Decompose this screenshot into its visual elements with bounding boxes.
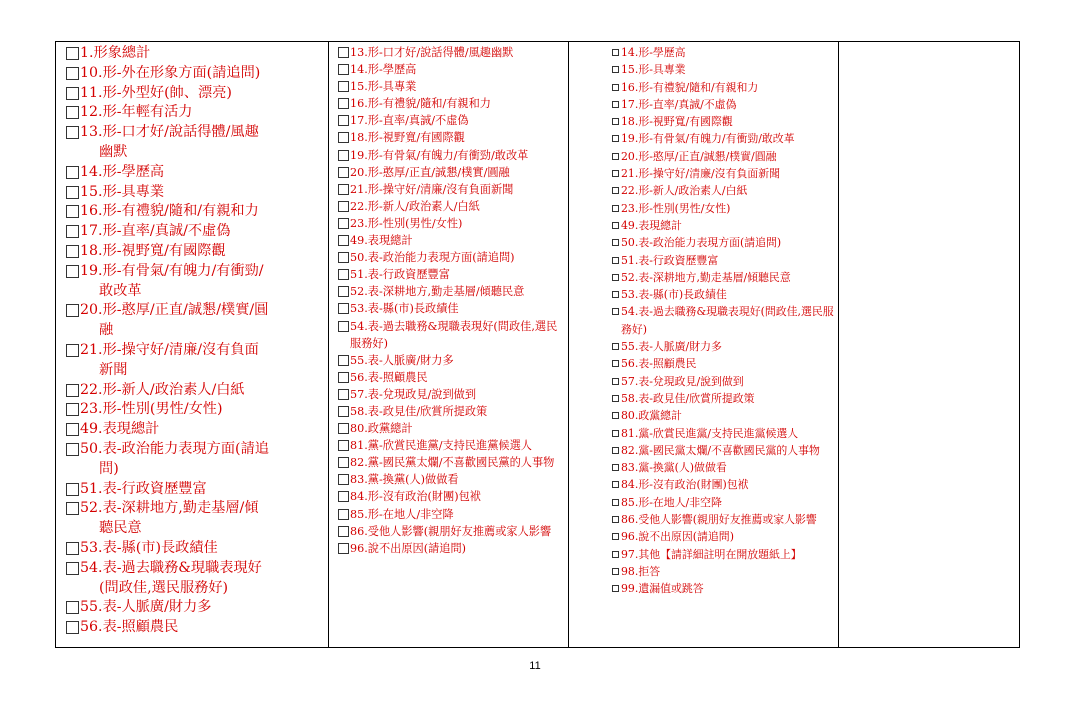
- option-label: 20.形-憨厚/正直/誠懇/樸實/圓融: [350, 165, 510, 179]
- checkbox-icon[interactable]: [612, 49, 619, 56]
- option-label: 15.形-具專業: [621, 63, 686, 77]
- option-item: [338, 215, 568, 232]
- answer-options-table: [55, 41, 1020, 648]
- option-label: 13.形-口才好/說話得體/風趣幽默: [350, 46, 514, 59]
- option-label: 81.黨-欣賞民進黨/支持民進黨候選人: [621, 426, 799, 440]
- option-label: 22.形-新人/政治素人/白紙: [350, 199, 480, 213]
- checkbox-icon[interactable]: [338, 115, 349, 126]
- option-item: [66, 84, 298, 104]
- option-item: [66, 222, 298, 242]
- option-item: [338, 454, 568, 471]
- option-label-continuation: 融: [99, 322, 114, 339]
- option-label: 14.形-學歷高: [80, 163, 165, 180]
- option-label-continuation: 新聞: [99, 361, 128, 378]
- option-label: 84.形-沒有政治(財團)包袱: [350, 490, 481, 504]
- option-label: 17.形-直率/真誠/不虛偽: [621, 97, 737, 111]
- checkbox-icon[interactable]: [338, 457, 349, 468]
- checkbox-icon[interactable]: [612, 308, 619, 315]
- option-item: [612, 494, 834, 511]
- option-item: [612, 459, 834, 476]
- option-item: [612, 200, 834, 217]
- option-label: 83.黨-換黨(人)做做看: [621, 461, 727, 475]
- option-item: [66, 618, 298, 638]
- checkbox-icon[interactable]: [338, 167, 349, 178]
- option-label: 15.形-具專業: [80, 183, 165, 200]
- option-label: 53.表-縣(市)長政績佳: [350, 302, 459, 316]
- option-label: 86.受他人影響(親朋好友推薦或家人影響: [621, 513, 817, 527]
- option-item: [612, 511, 834, 528]
- checkbox-icon[interactable]: [612, 187, 619, 194]
- option-item: [338, 540, 568, 557]
- checkbox-icon[interactable]: [338, 526, 349, 537]
- option-label: 23.形-性別(男性/女性): [350, 216, 463, 230]
- option-item: [338, 437, 568, 454]
- option-label: 83.黨-換黨(人)做做看: [350, 473, 459, 487]
- checkbox-icon[interactable]: [612, 274, 619, 281]
- checkbox-icon[interactable]: [612, 222, 619, 229]
- option-item: [338, 300, 568, 317]
- option-item: [338, 369, 568, 386]
- option-label: 53.表-縣(市)長政績佳: [80, 539, 218, 556]
- checkbox-icon[interactable]: [66, 562, 79, 575]
- option-label: 1.形象總計: [80, 45, 151, 61]
- option-label: 96.說不出原因(請追問): [621, 530, 734, 544]
- checkbox-icon[interactable]: [338, 252, 349, 263]
- option-item: [612, 528, 834, 545]
- option-label: 51.表-行政資歷豐富: [621, 253, 719, 267]
- checkbox-icon[interactable]: [66, 87, 79, 100]
- option-item: [338, 249, 568, 266]
- option-item: [66, 499, 298, 519]
- option-item: [338, 506, 568, 523]
- checkbox-icon[interactable]: [612, 378, 619, 385]
- checkbox-icon[interactable]: [612, 153, 619, 160]
- option-label: 80.政黨總計: [621, 409, 682, 423]
- column-divider: [568, 42, 569, 647]
- option-item: [612, 79, 834, 96]
- option-label: 55.表-人脈廣/財力多: [621, 340, 722, 354]
- checkbox-icon[interactable]: [66, 621, 79, 634]
- checkbox-icon[interactable]: [338, 372, 349, 383]
- option-label: 52.表-深耕地方,勤走基層/傾: [80, 500, 259, 517]
- checkbox-icon[interactable]: [338, 440, 349, 451]
- checkbox-icon[interactable]: [338, 474, 349, 485]
- option-label-continuation: 幽默: [99, 143, 128, 160]
- option-item: [612, 286, 834, 303]
- option-item: [612, 390, 834, 407]
- option-label: 57.表-兌現政見/說到做到: [350, 387, 477, 401]
- option-label: 97.其他【請詳細註明在開放題紙上】: [621, 547, 802, 561]
- checkbox-icon[interactable]: [66, 423, 79, 436]
- option-label: 51.表-行政資歷豐富: [350, 268, 450, 282]
- option-label: 86.受他人影響(親朋好友推薦或家人影響: [350, 524, 552, 538]
- option-label: 85.形-在地人/非空降: [621, 495, 722, 509]
- option-item: [612, 425, 834, 442]
- option-item: [612, 269, 834, 286]
- option-label: 49.表現總計: [80, 421, 160, 438]
- option-item: [338, 403, 568, 420]
- option-label: 49.表現總計: [621, 218, 682, 232]
- option-item: [66, 262, 298, 282]
- option-item: [612, 476, 834, 493]
- option-item: [612, 407, 834, 424]
- checkbox-icon[interactable]: [612, 205, 619, 212]
- checkbox-icon[interactable]: [612, 343, 619, 350]
- option-item: [612, 373, 834, 390]
- checkbox-icon[interactable]: [612, 257, 619, 264]
- checkbox-icon[interactable]: [612, 66, 619, 73]
- checkbox-icon[interactable]: [612, 135, 619, 142]
- option-item: [338, 78, 568, 95]
- option-item: [66, 183, 298, 203]
- option-label: 96.說不出原因(請追問): [350, 541, 467, 555]
- option-label: 52.表-深耕地方,勤走基層/傾聽民意: [621, 270, 791, 284]
- option-label: 50.表-政治能力表現方面(請追: [80, 440, 269, 457]
- checkbox-icon[interactable]: [66, 205, 79, 218]
- checkbox-icon[interactable]: [612, 551, 619, 558]
- checkbox-icon[interactable]: [338, 491, 349, 502]
- option-label: 20.形-憨厚/正直/誠懇/樸實/圓融: [621, 149, 777, 163]
- column-divider: [328, 42, 329, 647]
- option-item: [612, 252, 834, 269]
- option-label: 21.形-操守好/清廉/沒有負面新聞: [621, 167, 781, 181]
- option-label: 49.表現總計: [350, 234, 413, 248]
- option-item: [612, 130, 834, 147]
- checkbox-icon[interactable]: [338, 406, 349, 417]
- option-item: [612, 546, 834, 563]
- option-label: 20.形-憨厚/正直/誠懇/樸實/圓: [80, 302, 269, 319]
- checkbox-icon[interactable]: [612, 291, 619, 298]
- checkbox-icon[interactable]: [66, 443, 79, 456]
- checkbox-icon[interactable]: [66, 384, 79, 397]
- option-label: 19.形-有骨氣/有魄力/有衝勁/: [80, 262, 264, 279]
- checkbox-icon[interactable]: [612, 170, 619, 177]
- option-item: [66, 44, 298, 64]
- options-column-3: [612, 44, 834, 598]
- option-item: [66, 123, 298, 143]
- option-label: 52.表-深耕地方,勤走基層/傾聽民意: [350, 285, 525, 299]
- option-item: [66, 559, 298, 579]
- checkbox-icon[interactable]: [612, 412, 619, 419]
- checkbox-icon[interactable]: [338, 389, 349, 400]
- option-label: 23.形-性別(男性/女性): [621, 201, 731, 215]
- checkbox-icon[interactable]: [66, 542, 79, 555]
- option-label: 82.黨-國民黨太爛/不喜歡國民黨的人事物: [621, 443, 820, 457]
- option-label: 80.政黨總計: [350, 422, 413, 436]
- checkbox-icon[interactable]: [338, 201, 349, 212]
- option-label: 10.形-外在形象方面(請追問): [80, 64, 261, 81]
- option-item: [66, 341, 298, 361]
- checkbox-icon[interactable]: [612, 464, 619, 471]
- option-item: [338, 471, 568, 488]
- option-item: [612, 165, 834, 182]
- option-label-continuation: 聽民意: [99, 520, 142, 537]
- option-item: [612, 113, 834, 130]
- checkbox-icon[interactable]: [66, 225, 79, 238]
- option-label: 17.形-直率/真誠/不虛偽: [350, 114, 469, 128]
- column-divider: [838, 42, 839, 647]
- option-label: 13.形-口才好/說話得體/風趣: [80, 124, 259, 141]
- option-item: [338, 318, 568, 352]
- option-label: 57.表-兌現政見/說到做到: [621, 374, 744, 388]
- option-item: [612, 234, 834, 251]
- page-number: 11: [529, 660, 541, 672]
- option-label: 50.表-政治能力表現方面(請追問): [621, 236, 782, 250]
- options-column-1: [66, 44, 298, 638]
- option-item: [338, 112, 568, 129]
- checkbox-icon[interactable]: [66, 106, 79, 119]
- checkbox-icon[interactable]: [338, 543, 349, 554]
- option-label: 98.拒答: [621, 564, 661, 578]
- checkbox-icon[interactable]: [66, 47, 79, 60]
- option-item: [612, 442, 834, 459]
- option-label: 14.形-學歷高: [350, 63, 417, 77]
- checkbox-icon[interactable]: [338, 423, 349, 434]
- option-label: 19.形-有骨氣/有魄力/有衝勁/敢改革: [350, 148, 529, 162]
- checkbox-icon[interactable]: [66, 245, 79, 258]
- option-label: 54.表-過去職務&現職表現好(問政佳,選民服務好): [350, 319, 558, 350]
- option-item: [338, 523, 568, 540]
- option-item: [338, 181, 568, 198]
- checkbox-icon[interactable]: [338, 509, 349, 520]
- option-item: [612, 148, 834, 165]
- option-label: 56.表-照顧農民: [621, 357, 697, 371]
- checkbox-icon[interactable]: [66, 502, 79, 515]
- option-label: 18.形-視野寬/有國際觀: [350, 131, 465, 145]
- option-label: 56.表-照顧農民: [350, 370, 428, 384]
- option-item: [612, 355, 834, 372]
- option-item: [612, 303, 834, 338]
- option-label: 22.形-新人/政治素人/白紙: [80, 381, 245, 398]
- option-item: [338, 129, 568, 146]
- option-label: 14.形-學歷高: [621, 46, 686, 59]
- checkbox-icon[interactable]: [66, 126, 79, 139]
- option-label: 55.表-人脈廣/財力多: [350, 353, 454, 367]
- checkbox-icon[interactable]: [612, 239, 619, 246]
- checkbox-icon[interactable]: [612, 360, 619, 367]
- checkbox-icon[interactable]: [338, 98, 349, 109]
- option-item: [612, 44, 834, 61]
- checkbox-icon[interactable]: [612, 499, 619, 506]
- option-label-continuation: (問政佳,選民服務好): [99, 579, 229, 596]
- option-label: 51.表-行政資歷豐富: [80, 480, 207, 497]
- option-item: [338, 147, 568, 164]
- option-item: [612, 182, 834, 199]
- option-item: [338, 164, 568, 181]
- option-item: [338, 352, 568, 369]
- option-item: [338, 420, 568, 437]
- checkbox-icon[interactable]: [338, 235, 349, 246]
- checkbox-icon[interactable]: [612, 481, 619, 488]
- options-column-2: [338, 44, 568, 557]
- checkbox-icon[interactable]: [66, 186, 79, 199]
- option-label-continuation: 問): [99, 460, 119, 477]
- option-label: 81.黨-欣賞民進黨/支持民進黨候選人: [350, 439, 532, 453]
- option-item: [612, 61, 834, 78]
- option-label: 12.形-年輕有活力: [80, 104, 193, 121]
- option-label: 16.形-有禮貌/隨和/有親和力: [350, 97, 491, 111]
- option-label: 85.形-在地人/非空降: [350, 507, 454, 521]
- option-item: [66, 103, 298, 123]
- option-label: 21.形-操守好/清廉/沒有負面: [80, 341, 259, 358]
- option-item: [66, 381, 298, 401]
- option-label: 22.形-新人/政治素人/白紙: [621, 184, 748, 198]
- option-item: [338, 386, 568, 403]
- option-item: [612, 217, 834, 234]
- option-label: 54.表-過去職務&現職表現好(問政佳,選民服務好): [621, 305, 834, 336]
- option-item: [66, 440, 298, 460]
- option-label: 84.形-沒有政治(財團)包袱: [621, 478, 749, 492]
- option-item: [66, 242, 298, 262]
- option-item: [612, 96, 834, 113]
- option-label: 50.表-政治能力表現方面(請追問): [350, 251, 515, 265]
- checkbox-icon[interactable]: [66, 166, 79, 179]
- checkbox-icon[interactable]: [338, 64, 349, 75]
- option-item: [612, 580, 834, 597]
- option-label: 16.形-有禮貌/隨和/有親和力: [80, 203, 259, 220]
- option-item: [338, 44, 568, 61]
- checkbox-icon[interactable]: [612, 516, 619, 523]
- checkbox-icon[interactable]: [338, 184, 349, 195]
- checkbox-icon[interactable]: [338, 355, 349, 366]
- option-label: 17.形-直率/真誠/不虛偽: [80, 223, 231, 240]
- option-item: [66, 598, 298, 618]
- checkbox-icon[interactable]: [612, 447, 619, 454]
- checkbox-icon[interactable]: [338, 132, 349, 143]
- option-item: [338, 488, 568, 505]
- checkbox-icon[interactable]: [338, 150, 349, 161]
- option-label: 18.形-視野寬/有國際觀: [621, 115, 733, 129]
- option-label: 55.表-人脈廣/財力多: [80, 599, 212, 616]
- option-label: 11.形-外型好(帥、漂亮): [80, 84, 232, 101]
- checkbox-icon[interactable]: [612, 118, 619, 125]
- option-item: [66, 420, 298, 440]
- option-label: 53.表-縣(市)長政績佳: [621, 288, 727, 302]
- option-item: [338, 198, 568, 215]
- checkbox-icon[interactable]: [66, 601, 79, 614]
- checkbox-icon[interactable]: [612, 84, 619, 91]
- checkbox-icon[interactable]: [338, 286, 349, 297]
- option-label: 54.表-過去職務&現職表現好: [80, 559, 262, 576]
- option-label: 18.形-視野寬/有國際觀: [80, 242, 226, 259]
- checkbox-icon[interactable]: [66, 483, 79, 496]
- checkbox-icon[interactable]: [612, 395, 619, 402]
- option-item: [338, 266, 568, 283]
- checkbox-icon[interactable]: [66, 304, 79, 317]
- checkbox-icon[interactable]: [66, 67, 79, 80]
- option-label: 82.黨-國民黨太爛/不喜歡國民黨的人事物: [350, 456, 555, 470]
- checkbox-icon[interactable]: [612, 568, 619, 575]
- option-item: [66, 64, 298, 84]
- option-item: [338, 232, 568, 249]
- option-label: 16.形-有禮貌/隨和/有親和力: [621, 80, 759, 94]
- option-item: [612, 563, 834, 580]
- checkbox-icon[interactable]: [612, 533, 619, 540]
- checkbox-icon[interactable]: [612, 585, 619, 592]
- option-item: [612, 338, 834, 355]
- checkbox-icon[interactable]: [612, 101, 619, 108]
- option-label: 99.遺漏值或跳答: [621, 582, 704, 596]
- checkbox-icon[interactable]: [66, 403, 79, 416]
- option-item: [338, 61, 568, 78]
- option-label: 58.表-政見佳/欣賞所提政策: [621, 391, 755, 405]
- option-item: [66, 163, 298, 183]
- checkbox-icon[interactable]: [338, 218, 349, 229]
- option-label: 21.形-操守好/清廉/沒有負面新聞: [350, 182, 514, 196]
- option-item: [66, 539, 298, 559]
- checkbox-icon[interactable]: [66, 265, 79, 278]
- option-label: 56.表-照顧農民: [80, 619, 179, 636]
- checkbox-icon[interactable]: [612, 430, 619, 437]
- option-item: [338, 95, 568, 112]
- option-item: [338, 283, 568, 300]
- checkbox-icon[interactable]: [338, 321, 349, 332]
- option-item: [66, 480, 298, 500]
- checkbox-icon[interactable]: [66, 344, 79, 357]
- option-label: 58.表-政見佳/欣賞所提政策: [350, 404, 488, 418]
- checkbox-icon[interactable]: [338, 303, 349, 314]
- option-label-continuation: 敢改革: [99, 282, 142, 299]
- checkbox-icon[interactable]: [338, 47, 349, 58]
- option-item: [66, 202, 298, 222]
- checkbox-icon[interactable]: [338, 81, 349, 92]
- option-label: 19.形-有骨氣/有魄力/有衝勁/敢改革: [621, 132, 795, 146]
- option-label: 23.形-性別(男性/女性): [80, 401, 223, 418]
- option-label: 15.形-具專業: [350, 80, 417, 94]
- checkbox-icon[interactable]: [338, 269, 349, 280]
- option-item: [66, 301, 298, 321]
- option-item: [66, 400, 298, 420]
